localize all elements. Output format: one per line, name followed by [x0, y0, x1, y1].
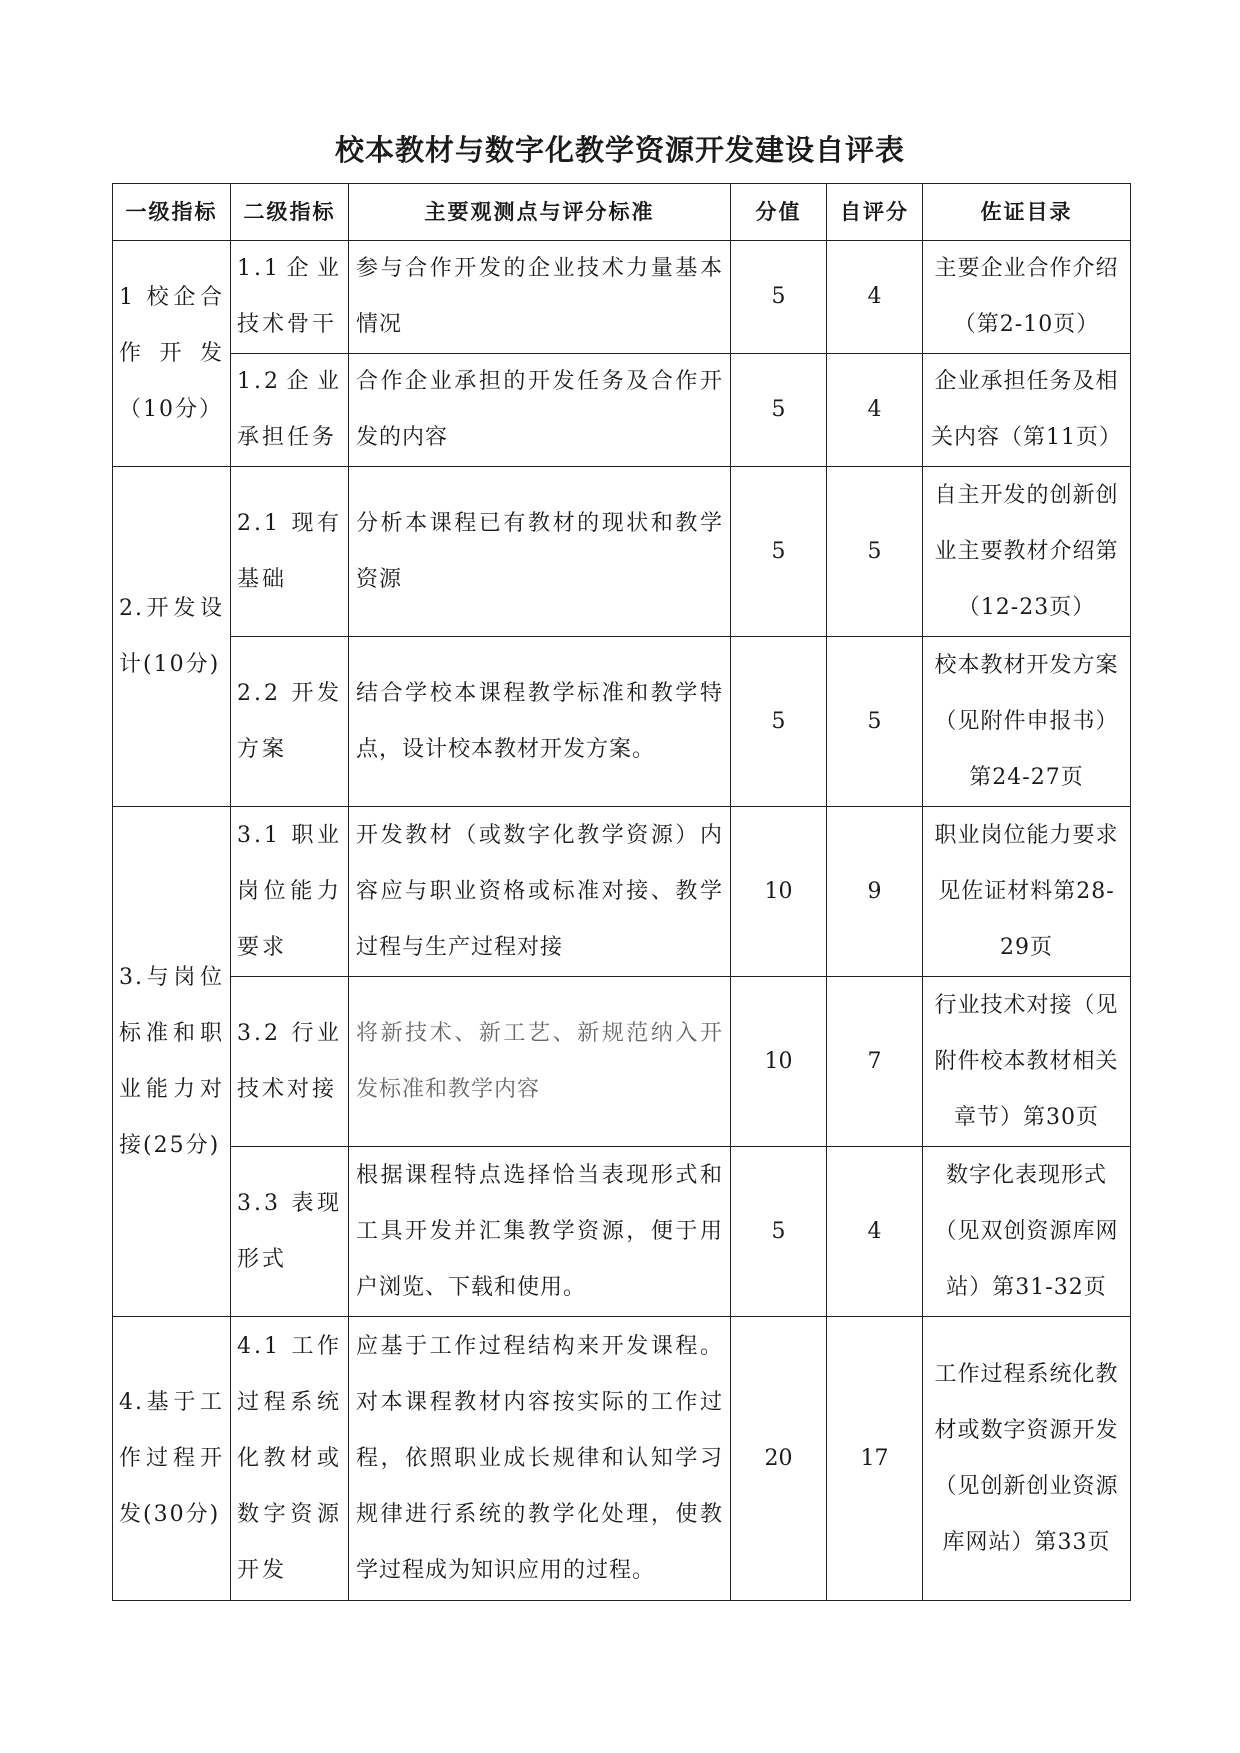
table-row: [113, 807, 1131, 977]
sub-indicator: 4.1 工作过程系统化教材或数字资源开发: [231, 1317, 349, 1601]
criteria: 合作企业承担的开发任务及合作开发的内容: [349, 354, 731, 467]
self-score: 4: [827, 354, 923, 467]
evidence: 校本教材开发方案（见附件申报书）第24-27页: [923, 637, 1131, 807]
group-label: 4.基于工作过程开发(30分): [113, 1317, 231, 1601]
table-row: [113, 354, 1131, 467]
evidence: 企业承担任务及相关内容（第11页）: [923, 354, 1131, 467]
group-label: 1 校企合作 开 发（10分）: [113, 241, 231, 467]
header-criteria: 主要观测点与评分标准: [349, 184, 731, 241]
self-score: 17: [827, 1317, 923, 1601]
criteria: 应基于工作过程结构来开发课程。对本课程教材内容按实际的工作过程，依照职业成长规律和认知学习规律进行系统的教学化处理，使教学过程成为知识应用的过程。: [349, 1317, 731, 1601]
self-score: 4: [827, 1147, 923, 1317]
score: 10: [731, 807, 827, 977]
score: 5: [731, 637, 827, 807]
evidence: 行业技术对接（见附件校本教材相关章节）第30页: [923, 977, 1131, 1147]
header-self-score: 自评分: [827, 184, 923, 241]
header-row: [113, 184, 1131, 241]
self-evaluation-table: [112, 183, 1131, 1601]
score: 5: [731, 467, 827, 637]
score: 20: [731, 1317, 827, 1601]
table-row: [113, 977, 1131, 1147]
self-score: 9: [827, 807, 923, 977]
self-score: 5: [827, 637, 923, 807]
score: 5: [731, 1147, 827, 1317]
table-row: [113, 637, 1131, 807]
sub-indicator: 2.1 现有基础: [231, 467, 349, 637]
evidence: 自主开发的创新创业主要教材介绍第（12-23页）: [923, 467, 1131, 637]
sub-indicator: 1.1企业技术骨干: [231, 241, 349, 354]
page-title: 校本教材与数字化教学资源开发建设自评表: [334, 133, 905, 167]
group-label: 2.开发设计(10分): [113, 467, 231, 807]
evidence: 职业岗位能力要求见佐证材料第28-29页: [923, 807, 1131, 977]
self-score: 4: [827, 241, 923, 354]
criteria: 结合学校本课程教学标准和教学特点，设计校本教材开发方案。: [349, 637, 731, 807]
group-label: 3.与岗位标准和职业能力对接(25分): [113, 807, 231, 1317]
sub-indicator: 3.1 职业岗位能力要求: [231, 807, 349, 977]
sub-indicator: 3.2 行业技术对接: [231, 977, 349, 1147]
header-level2: 二级指标: [231, 184, 349, 241]
sub-indicator: 2.2 开发方案: [231, 637, 349, 807]
table-row: [113, 467, 1131, 637]
criteria: 分析本课程已有教材的现状和教学资源: [349, 467, 731, 637]
evidence: 数字化表现形式（见双创资源库网站）第31-32页: [923, 1147, 1131, 1317]
sub-indicator: 3.3 表现形式: [231, 1147, 349, 1317]
sub-indicator: 1.2企业承担任务: [231, 354, 349, 467]
criteria: 参与合作开发的企业技术力量基本情况: [349, 241, 731, 354]
header-score: 分值: [731, 184, 827, 241]
criteria: 根据课程特点选择恰当表现形式和工具开发并汇集教学资源，便于用户浏览、下载和使用。: [349, 1147, 731, 1317]
evidence: 工作过程系统化教材或数字资源开发（见创新创业资源库网站）第33页: [923, 1317, 1131, 1601]
header-evidence: 佐证目录: [923, 184, 1131, 241]
table-row: [113, 1317, 1131, 1601]
score: 5: [731, 241, 827, 354]
self-score: 5: [827, 467, 923, 637]
self-score: 7: [827, 977, 923, 1147]
criteria: 开发教材（或数字化教学资源）内容应与职业资格或标准对接、教学过程与生产过程对接: [349, 807, 731, 977]
table-row: [113, 1147, 1131, 1317]
score: 10: [731, 977, 827, 1147]
table-row: [113, 241, 1131, 354]
criteria: 将新技术、新工艺、新规范纳入开发标准和教学内容: [349, 977, 731, 1147]
header-level1: 一级指标: [113, 184, 231, 241]
evidence: 主要企业合作介绍（第2-10页）: [923, 241, 1131, 354]
score: 5: [731, 354, 827, 467]
